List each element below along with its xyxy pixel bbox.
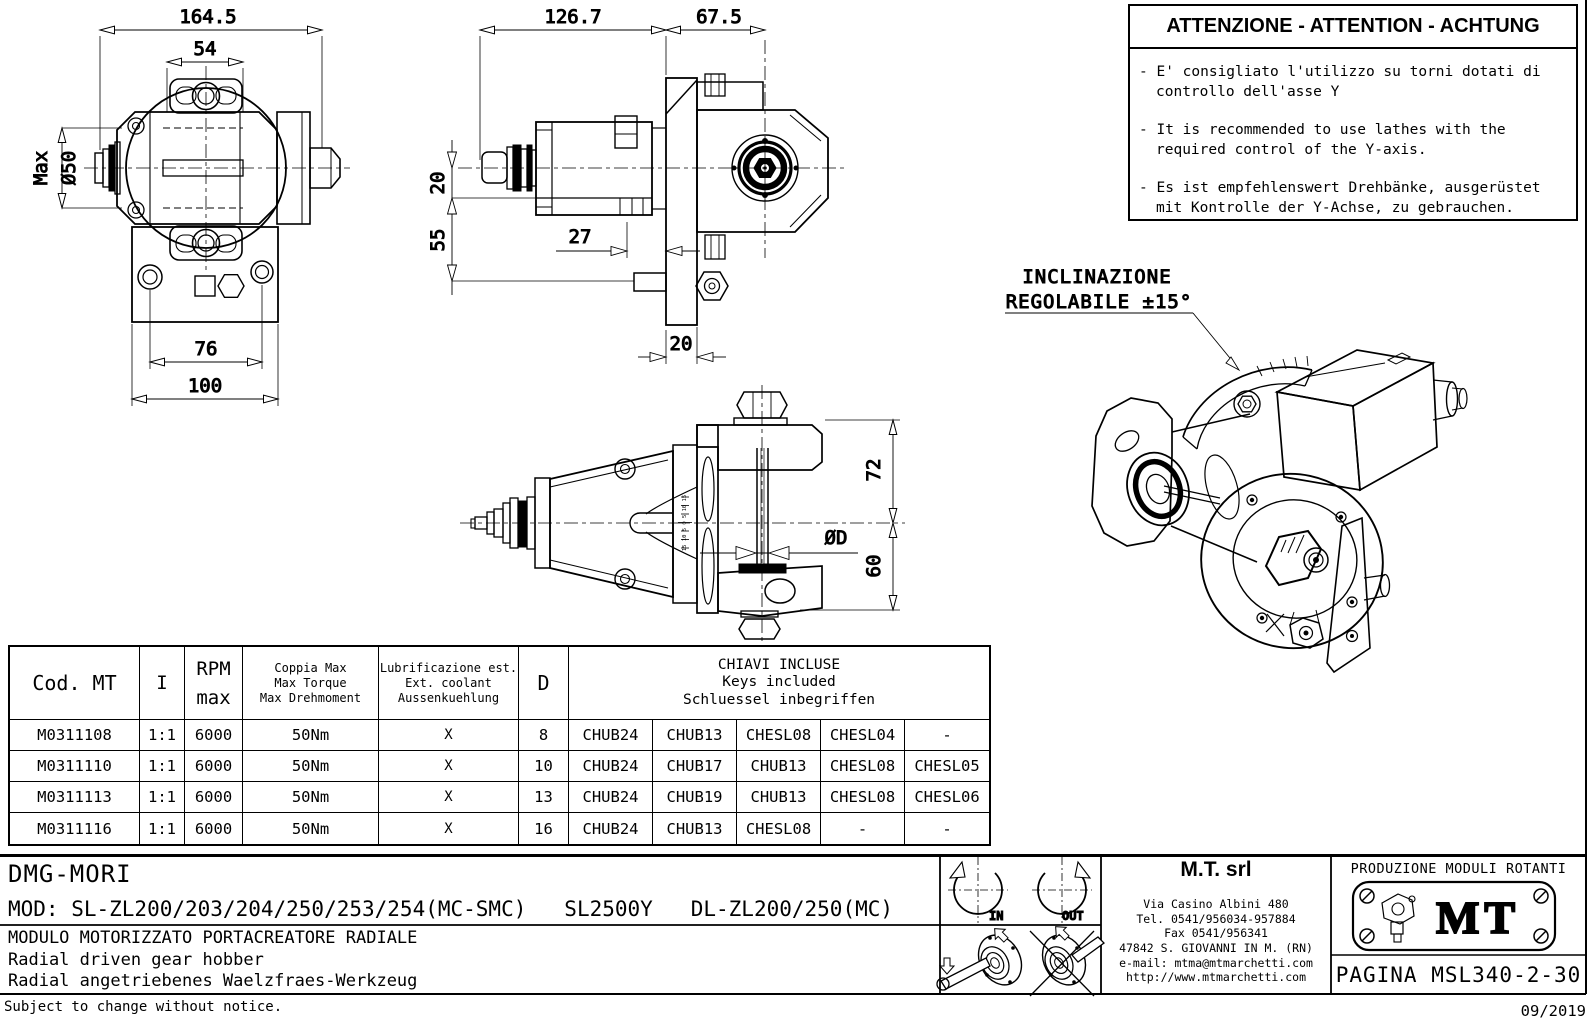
- wrench-forbidden-icon: [1030, 922, 1104, 996]
- col-header-torque-line3: Max Drehmoment: [259, 690, 362, 705]
- warning-item-line2: mit Kontrolle der Y-Achse, zu gebrauchen.: [1156, 200, 1514, 216]
- section-view-drawing: [460, 385, 905, 645]
- table-cell: M0311108: [10, 720, 140, 751]
- warning-item: [1139, 178, 1567, 218]
- company-fax: Fax 0541/956341: [1164, 926, 1268, 940]
- dim-front-dia-note: Max: [30, 150, 52, 186]
- warning-title: ATTENZIONE - ATTENTION - ACHTUNG: [1130, 6, 1576, 49]
- table-cell: M0311116: [10, 813, 140, 844]
- table-cell: CHUB19: [653, 782, 737, 813]
- dim-front-slot: 54: [193, 38, 217, 60]
- side-view-drawing: [427, 6, 845, 364]
- warning-item: [1139, 62, 1567, 102]
- rotation-direction-icons: [948, 857, 1092, 923]
- col-header-ratio: I: [140, 647, 185, 720]
- company-city: 47842 S. GIOVANNI IN M. (RN): [1119, 940, 1313, 955]
- table-cell: -: [905, 720, 989, 751]
- table-cell: 6000: [185, 720, 243, 751]
- product-description-it: MODULO MOTORIZZATO PORTACREATORE RADIALE: [8, 928, 418, 948]
- dim-side-notch: 27: [568, 226, 592, 248]
- logo-module-glyph: [1382, 894, 1415, 942]
- tilt-label-line1: INCLINAZIONE: [1022, 266, 1172, 288]
- col-header-torque-line2: Max Torque: [274, 675, 347, 690]
- table-cell: CHESL04: [821, 720, 905, 751]
- table-cell: CHESL08: [737, 813, 821, 844]
- logo-letters: MT: [1435, 892, 1521, 943]
- rotation-in-label: IN: [989, 909, 1004, 923]
- warning-box: [1128, 4, 1578, 221]
- table-cell: 1:1: [140, 720, 185, 751]
- dim-section-lower: 60: [863, 554, 885, 578]
- warning-body: [1130, 49, 1576, 218]
- table-cell: CHESL08: [821, 751, 905, 782]
- table-cell: 50Nm: [243, 751, 379, 782]
- table-cell: CHESL08: [821, 782, 905, 813]
- table-cell: M0311113: [10, 782, 140, 813]
- col-header-keys: [569, 647, 989, 720]
- page-reference: PAGINA MSL340-2-30: [1335, 963, 1582, 987]
- product-description-en: Radial driven gear hobber: [8, 950, 264, 970]
- table-cell: 10: [519, 751, 569, 782]
- mt-logo: [1353, 882, 1555, 950]
- front-view-drawing: [30, 6, 350, 406]
- table-cell: X: [379, 720, 519, 751]
- table-cell: CHUB17: [653, 751, 737, 782]
- company-name: M.T. srl: [1180, 858, 1252, 881]
- table-cell: CHUB13: [653, 720, 737, 751]
- table-cell: CHUB24: [569, 782, 653, 813]
- table-cell: -: [821, 813, 905, 844]
- table-cell: X: [379, 751, 519, 782]
- company-website: http://www.mtmarchetti.com: [1125, 970, 1306, 984]
- col-header-keys-line1: CHIAVI INCLUSE: [717, 656, 841, 673]
- wrench-usage-icons: [937, 922, 1104, 996]
- table-cell: 6000: [185, 813, 243, 844]
- table-cell: 1:1: [140, 782, 185, 813]
- table-cell: CHESL08: [737, 720, 821, 751]
- spec-table: [8, 645, 991, 846]
- machine-models-line: MOD: SL-ZL200/203/204/250/253/254(MC-SMC) SL2500Y DL-ZL200/250(MC): [8, 897, 894, 921]
- customer-name: DMG-MORI: [8, 860, 132, 888]
- table-cell: 8: [519, 720, 569, 751]
- company-tel: Tel. 0541/956034-957884: [1136, 911, 1296, 926]
- table-cell: 1:1: [140, 813, 185, 844]
- col-header-coolant-line2: Ext. coolant: [405, 675, 492, 690]
- table-cell: X: [379, 813, 519, 844]
- warning-item: [1139, 120, 1567, 160]
- iso-degree-ticks: [1257, 356, 1308, 376]
- dim-side-height: 55: [427, 228, 449, 252]
- col-header-coolant: [379, 647, 519, 720]
- table-cell: CHUB13: [737, 751, 821, 782]
- col-header-torque-line1: Coppia Max: [274, 660, 347, 675]
- dim-side-offset: 20: [427, 171, 449, 195]
- dim-front-holes: 76: [194, 338, 218, 360]
- rotation-out-label: OUT: [1062, 909, 1084, 923]
- product-description-de: Radial angetriebenes Waelzfraes-Werkzeug: [8, 971, 418, 991]
- table-cell: 13: [519, 782, 569, 813]
- table-cell: 50Nm: [243, 813, 379, 844]
- col-header-d: D: [519, 647, 569, 720]
- warning-item-line1: - Es ist empfehlenswert Drehbänke, ausgerüstet: [1139, 180, 1541, 196]
- col-header-torque: [243, 647, 379, 720]
- table-cell: 6000: [185, 782, 243, 813]
- dim-section-bore: ØD: [824, 527, 848, 549]
- tilt-label-line2: REGOLABILE ±15°: [1005, 291, 1193, 313]
- dim-section-upper: 72: [863, 458, 885, 482]
- col-header-rpm-line2: max: [196, 686, 231, 709]
- production-tagline: PRODUZIONE MODULI ROTANTI: [1350, 861, 1567, 877]
- table-cell: CHESL05: [905, 751, 989, 782]
- angle-scale-labels: 15 10 5 0 5 10 15: [682, 494, 688, 552]
- table-cell: CHUB13: [653, 813, 737, 844]
- disclaimer-note: Subject to change without notice.: [4, 999, 283, 1015]
- col-header-rpm: [185, 647, 243, 720]
- col-header-keys-line3: Schluessel inbegriffen: [682, 691, 876, 708]
- table-cell: 1:1: [140, 751, 185, 782]
- table-cell: 16: [519, 813, 569, 844]
- table-cell: 6000: [185, 751, 243, 782]
- dim-side-body: 126.7: [544, 6, 602, 28]
- table-cell: CHUB24: [569, 751, 653, 782]
- revision-date: 09/2019: [1520, 1002, 1586, 1020]
- warning-item-line2: required control of the Y-axis.: [1156, 142, 1427, 158]
- col-header-coolant-line1: Lubrificazione est.: [379, 660, 518, 675]
- col-header-coolant-line3: Aussenkuehlung: [397, 690, 500, 705]
- dim-front-total: 164.5: [179, 6, 237, 28]
- isometric-view-drawing: [1005, 266, 1467, 672]
- table-cell: CHUB13: [737, 782, 821, 813]
- warning-item-line1: - E' consigliato l'utilizzo su torni dotati di: [1139, 64, 1541, 80]
- col-header-cod-mt: Cod. MT: [10, 647, 140, 720]
- warning-item-line2: controllo dell'asse Y: [1156, 84, 1340, 100]
- col-header-rpm-line1: RPM: [196, 657, 231, 680]
- dim-front-base: 100: [187, 375, 223, 397]
- table-cell: 50Nm: [243, 720, 379, 751]
- table-cell: M0311110: [10, 751, 140, 782]
- table-cell: 50Nm: [243, 782, 379, 813]
- dim-side-head: 67.5: [696, 6, 742, 28]
- table-cell: CHESL06: [905, 782, 989, 813]
- warning-item-line1: - It is recommended to use lathes with the: [1139, 122, 1506, 138]
- table-cell: -: [942, 819, 952, 838]
- table-cell: CHUB24: [569, 720, 653, 751]
- dim-side-plate: 20: [669, 333, 693, 355]
- col-header-keys-line2: Keys included: [722, 674, 836, 691]
- company-email: e-mail: mtma@mtmarchetti.com: [1119, 956, 1313, 970]
- wrench-allowed-icon: [937, 924, 1030, 993]
- table-cell: CHUB24: [569, 813, 653, 844]
- table-cell: X: [379, 782, 519, 813]
- dim-front-dia: Ø50: [58, 150, 80, 186]
- company-address: Via Casino Albini 480: [1143, 897, 1289, 911]
